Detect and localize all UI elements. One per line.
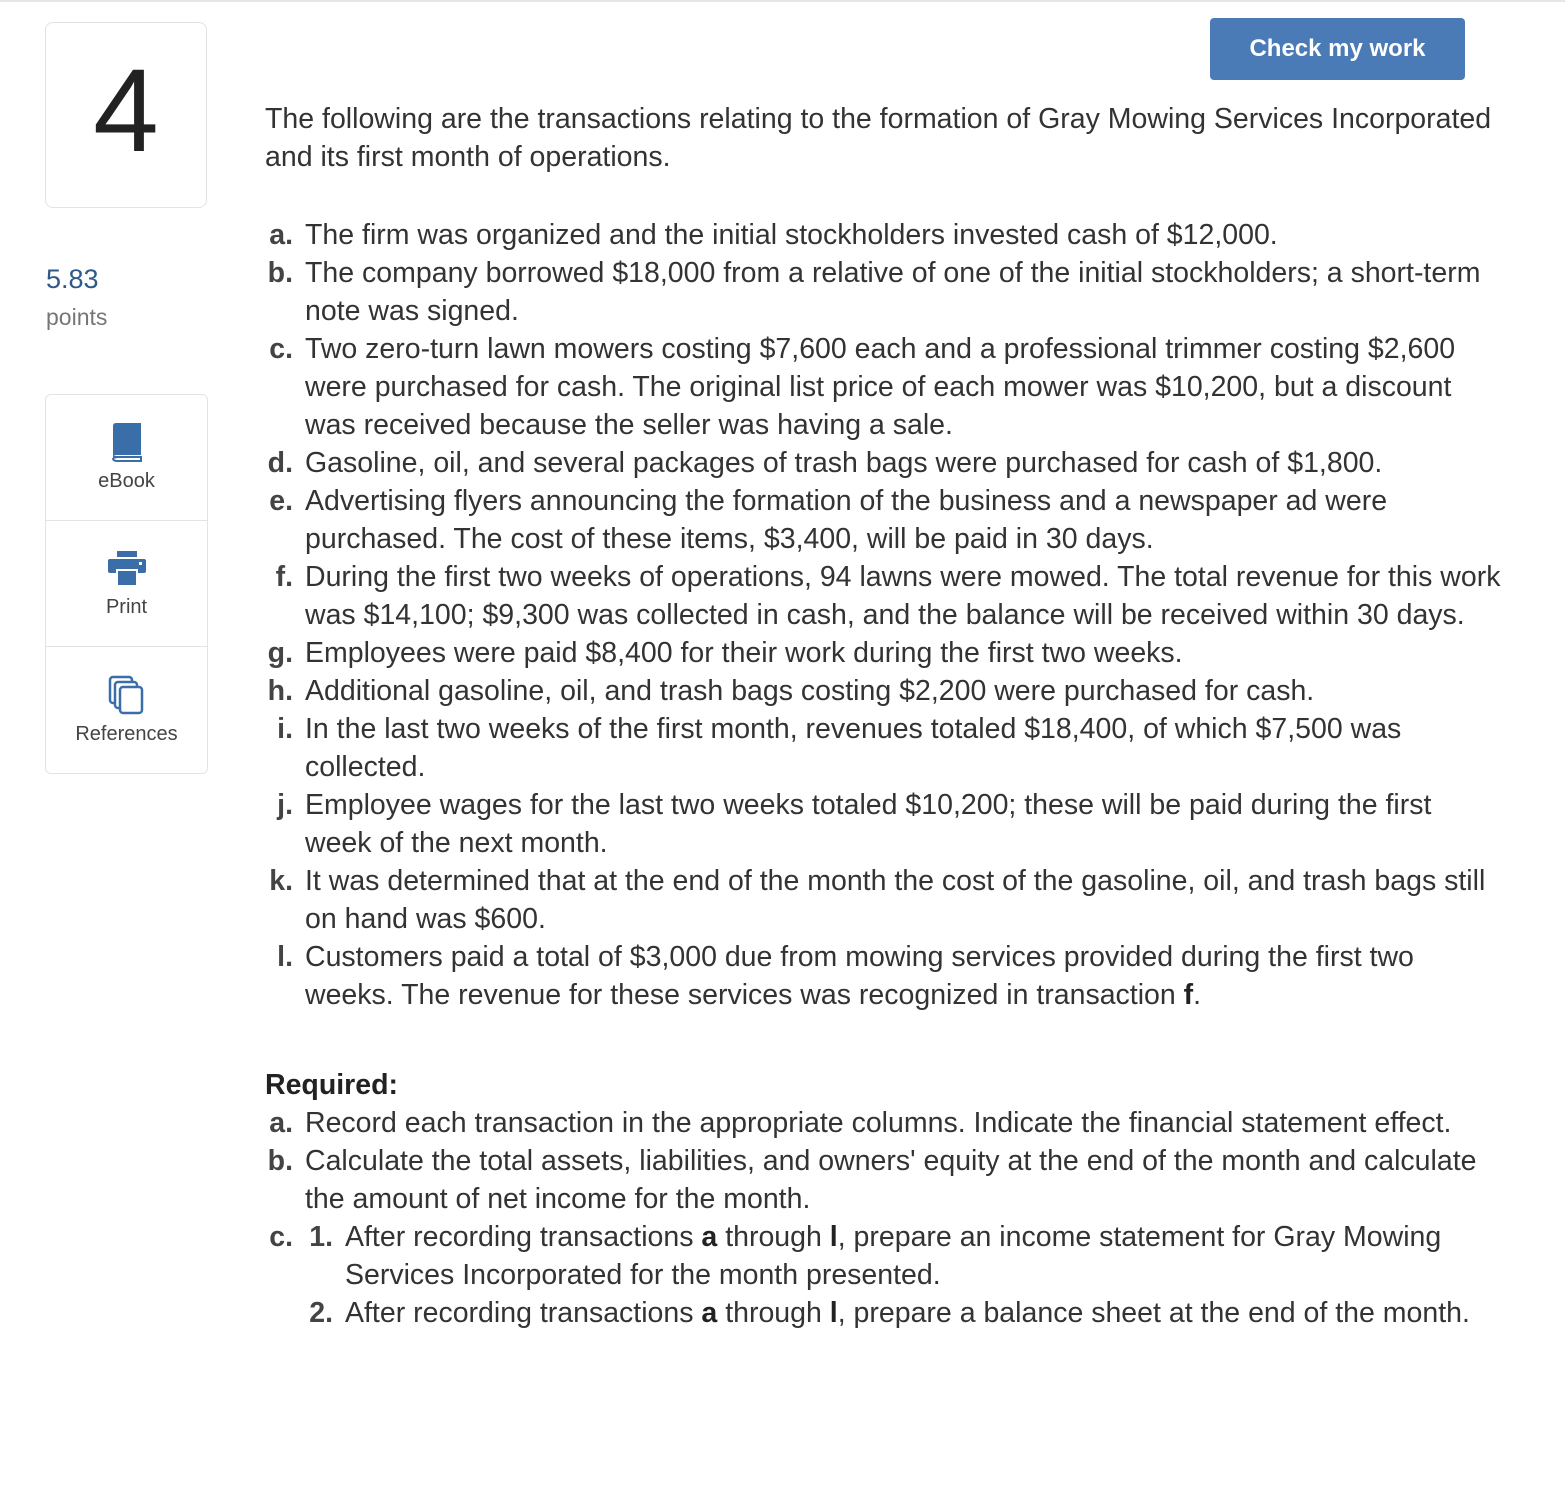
- transaction-reference: f: [1183, 979, 1194, 1011]
- check-my-work-button[interactable]: Check my work: [1210, 18, 1465, 80]
- transaction-item: [265, 254, 1505, 330]
- transaction-marker: i.: [277, 713, 293, 745]
- transaction-text: Advertising flyers announcing the formation of the business and a newspaper ad were purchased. The cost of these items, $3,400, will be paid in 30 days.: [305, 485, 1388, 555]
- transaction-marker: c.: [269, 333, 293, 365]
- transaction-item: [265, 558, 1505, 634]
- transaction-item: [265, 786, 1505, 862]
- points-value: 5.83: [46, 264, 99, 294]
- transaction-marker: a.: [269, 219, 293, 251]
- problem-intro: The following are the transactions relating to the formation of Gray Mowing Services Incorporated and its first month of operations.: [265, 103, 1492, 173]
- question-number: 4: [93, 45, 159, 177]
- transaction-marker: b.: [267, 257, 293, 289]
- required-sub-text: After recording transactions: [345, 1297, 702, 1329]
- transaction-text-end: .: [1193, 979, 1202, 1011]
- transaction-text: It was determined that at the end of the month the cost of the gasoline, oil, and trash bags still on hand was $600.: [305, 865, 1486, 935]
- transaction-text: Customers paid a total of $3,000 due from mowing services provided during the first two weeks. The revenue for these services was recognized in transaction: [305, 941, 1414, 1011]
- print-label: Print: [105, 596, 148, 618]
- range-from: a: [701, 1221, 718, 1253]
- required-text: Record each transaction in the appropriate columns. Indicate the financial statement effect.: [305, 1107, 1452, 1139]
- required-heading: Required:: [265, 1069, 399, 1101]
- copy-documents-icon: [107, 675, 147, 715]
- transaction-marker: k.: [269, 865, 293, 897]
- transaction-text: During the first two weeks of operations, 94 lawns were mowed. The total revenue for this work was $14,100; $9,300 was collected in cash, and the balance will be received within 30 days.: [305, 561, 1501, 631]
- required-sub-text: , prepare an income statement for Gray Mowing Services Incorporated for the month presented.: [345, 1221, 1442, 1291]
- transaction-item: [265, 938, 1505, 1014]
- required-text: Calculate the total assets, liabilities, and owners' equity at the end of the month and calculate the amount of net income for the month.: [305, 1145, 1477, 1215]
- tools-panel: [45, 394, 208, 774]
- print-button[interactable]: [46, 521, 207, 647]
- required-list: [265, 1104, 1505, 1332]
- problem-content: [265, 100, 1505, 1332]
- transaction-text: The company borrowed $18,000 from a relative of one of the initial stockholders; a short-term note was signed.: [305, 257, 1481, 327]
- required-item-a: [265, 1104, 1505, 1142]
- transaction-text: Additional gasoline, oil, and trash bags costing $2,200 were purchased for cash.: [305, 675, 1315, 707]
- transaction-marker: g.: [267, 637, 293, 669]
- required-sub-text: After recording transactions: [345, 1221, 702, 1253]
- printer-icon: [107, 548, 147, 588]
- transaction-item: [265, 672, 1505, 710]
- required-sub-text: , prepare a balance sheet at the end of the month.: [837, 1297, 1470, 1329]
- transaction-item: [265, 634, 1505, 672]
- range-from: a: [701, 1297, 718, 1329]
- transaction-text: Two zero-turn lawn mowers costing $7,600 each and a professional trimmer costing $2,600 were purchased for cash. The original list price of each mower was $10,200, but a discount was received because the seller was having a sale.: [305, 333, 1456, 441]
- required-sub-marker: 2.: [309, 1297, 333, 1329]
- required-marker: c.: [269, 1221, 293, 1253]
- transaction-marker: l.: [277, 941, 293, 973]
- required-item-c: [265, 1218, 1505, 1332]
- references-button[interactable]: [46, 647, 207, 773]
- required-sublist: [265, 1218, 1505, 1332]
- transaction-marker: j.: [277, 789, 293, 821]
- required-sub-text: through: [717, 1221, 830, 1253]
- required-item-b: [265, 1142, 1505, 1218]
- transaction-text: Employee wages for the last two weeks totaled $10,200; these will be paid during the first week of the next month.: [305, 789, 1432, 859]
- required-marker: a.: [269, 1107, 293, 1139]
- range-to: l: [829, 1297, 838, 1329]
- transaction-list: [265, 216, 1505, 1014]
- range-to: l: [829, 1221, 838, 1253]
- required-subitem-1: [265, 1218, 1505, 1294]
- required-subitem-2: [265, 1294, 1505, 1332]
- required-sub-text: through: [717, 1297, 830, 1329]
- transaction-marker: h.: [267, 675, 293, 707]
- transaction-item: [265, 330, 1505, 444]
- top-divider: [0, 0, 1565, 2]
- transaction-item: [265, 710, 1505, 786]
- required-sub-marker: 1.: [309, 1221, 333, 1253]
- transaction-text: Employees were paid $8,400 for their work during the first two weeks.: [305, 637, 1183, 669]
- required-marker: b.: [267, 1145, 293, 1177]
- transaction-item: [265, 482, 1505, 558]
- transaction-marker: f.: [275, 561, 293, 593]
- transaction-item: [265, 216, 1505, 254]
- references-label: References: [75, 722, 178, 745]
- transaction-text: The firm was organized and the initial stockholders invested cash of $12,000.: [305, 219, 1278, 251]
- question-number-card: [45, 22, 207, 208]
- points-label: points: [46, 304, 108, 330]
- transaction-item: [265, 444, 1505, 482]
- transaction-item: [265, 862, 1505, 938]
- ebook-button[interactable]: [46, 395, 207, 521]
- transaction-marker: d.: [267, 447, 293, 479]
- transaction-marker: e.: [269, 485, 293, 517]
- ebook-label: eBook: [98, 470, 155, 492]
- transaction-text: In the last two weeks of the first month, revenues totaled $18,400, of which $7,500 was collected.: [305, 713, 1402, 783]
- transaction-text: Gasoline, oil, and several packages of trash bags were purchased for cash of $1,800.: [305, 447, 1383, 479]
- book-icon: [107, 422, 147, 462]
